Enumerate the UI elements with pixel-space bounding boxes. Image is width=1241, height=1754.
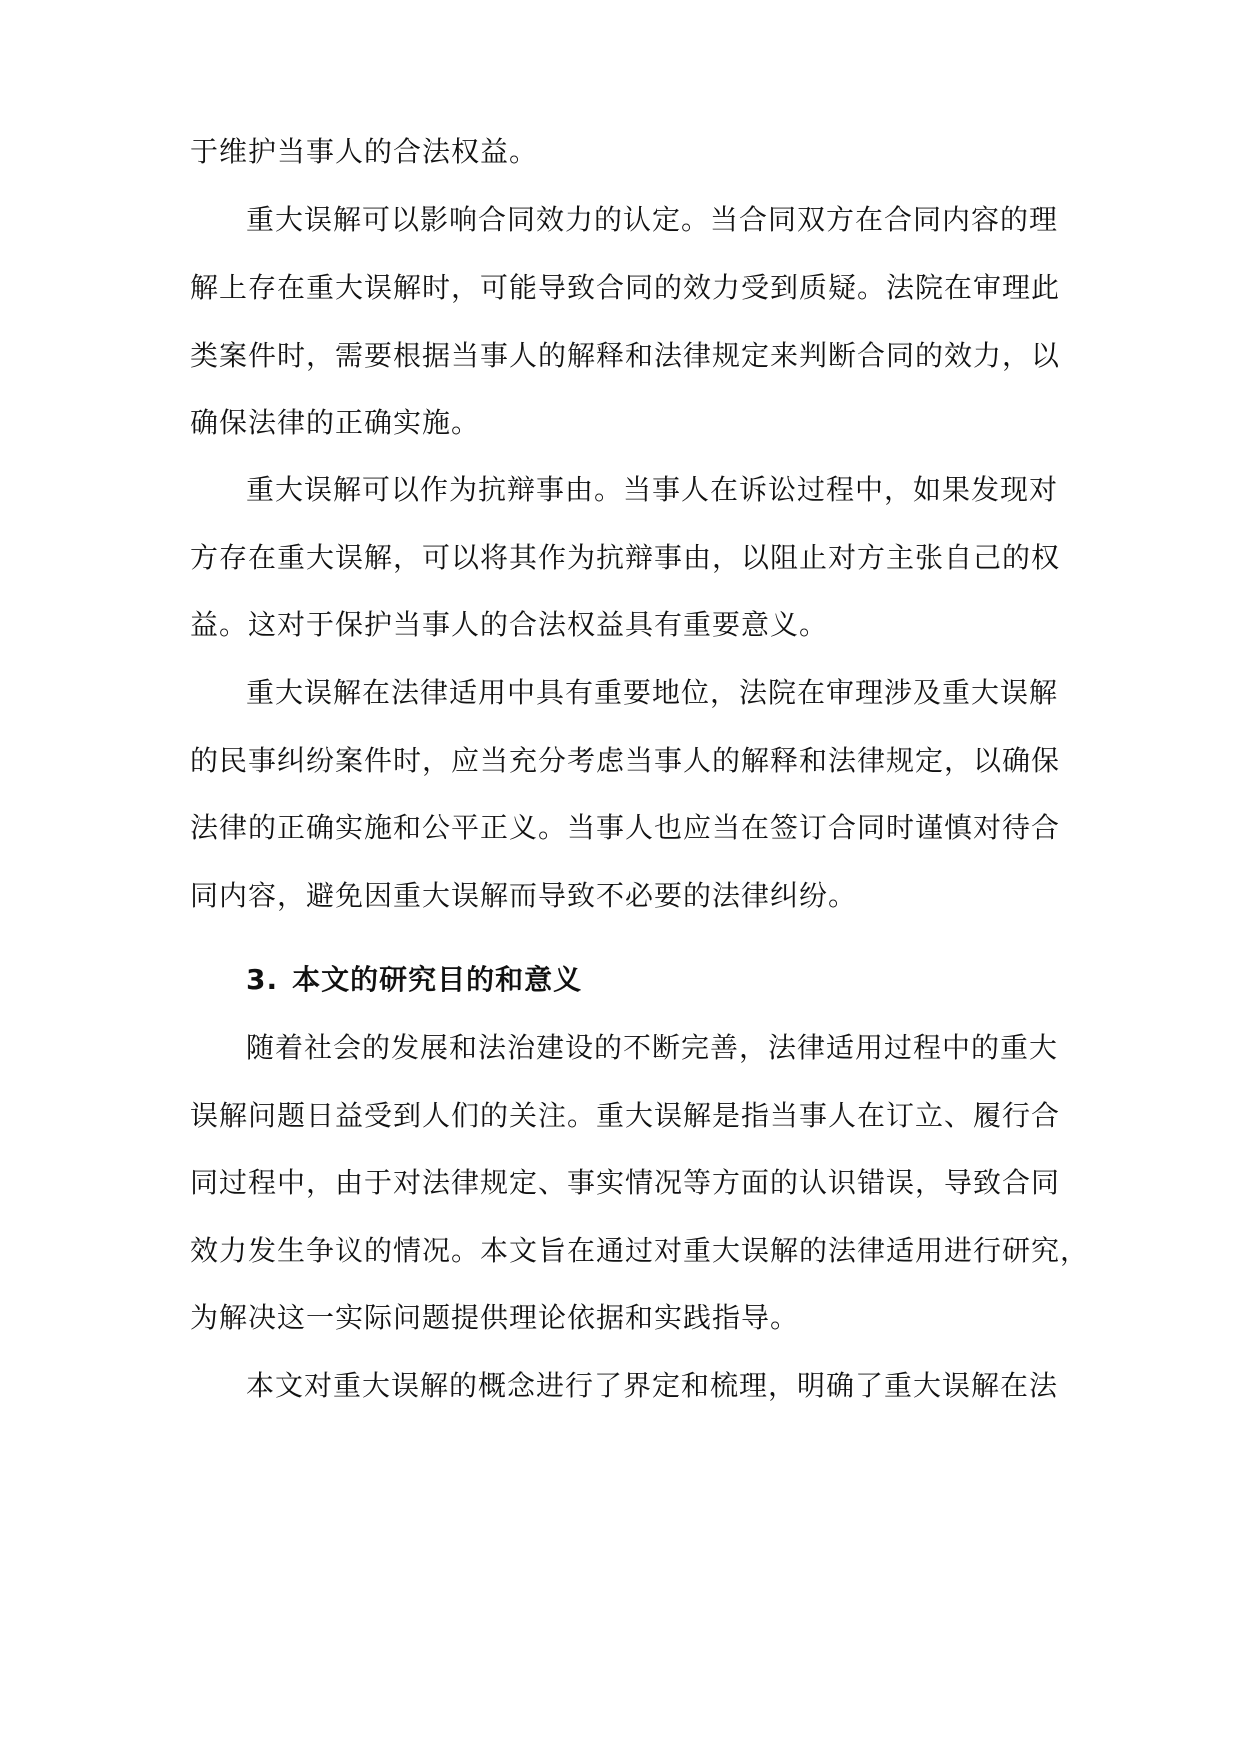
paragraph-line: 误解问题日益受到人们的关注。重大误解是指当事人在订立、履行合 <box>190 1099 1061 1132</box>
paragraph-line: 于维护当事人的合法权益。 <box>190 135 539 168</box>
paragraph-line: 效力发生争议的情况。本文旨在通过对重大误解的法律适用进行研究， <box>190 1234 1090 1267</box>
paragraph-line: 重大误解可以作为抗辩事由。当事人在诉讼过程中，如果发现对 <box>246 473 1059 506</box>
paragraph-line: 同过程中，由于对法律规定、事实情况等方面的认识错误，导致合同 <box>190 1166 1061 1199</box>
paragraph-line: 本文对重大误解的概念进行了界定和梳理，明确了重大误解在法 <box>246 1369 1059 1402</box>
paragraph-line: 随着社会的发展和法治建设的不断完善，法律适用过程中的重大 <box>246 1031 1059 1064</box>
paragraph-line: 重大误解在法律适用中具有重要地位，法院在审理涉及重大误解 <box>246 676 1059 709</box>
section-title: 本文的研究目的和意义 <box>292 963 583 996</box>
paragraph-line: 法律的正确实施和公平正义。当事人也应当在签订合同时谨慎对待合 <box>190 811 1061 844</box>
paragraph-line: 解上存在重大误解时，可能导致合同的效力受到质疑。法院在审理此 <box>190 271 1061 304</box>
section-number: 3. <box>246 963 279 996</box>
paragraph-line: 益。这对于保护当事人的合法权益具有重要意义。 <box>190 608 829 641</box>
paragraph-line: 类案件时，需要根据当事人的解释和法律规定来判断合同的效力，以 <box>190 339 1061 372</box>
paragraph-line: 方存在重大误解，可以将其作为抗辩事由，以阻止对方主张自己的权 <box>190 541 1061 574</box>
section-heading <box>246 960 1116 1000</box>
paragraph-line: 为解决这一实际问题提供理论依据和实践指导。 <box>190 1301 800 1334</box>
paragraph-line: 重大误解可以影响合同效力的认定。当合同双方在合同内容的理 <box>246 203 1059 236</box>
paragraph-line: 同内容，避免因重大误解而导致不必要的法律纠纷。 <box>190 879 858 912</box>
paragraph-line: 的民事纠纷案件时，应当充分考虑当事人的解释和法律规定，以确保 <box>190 744 1061 777</box>
paragraph-line: 确保法律的正确实施。 <box>190 406 481 439</box>
